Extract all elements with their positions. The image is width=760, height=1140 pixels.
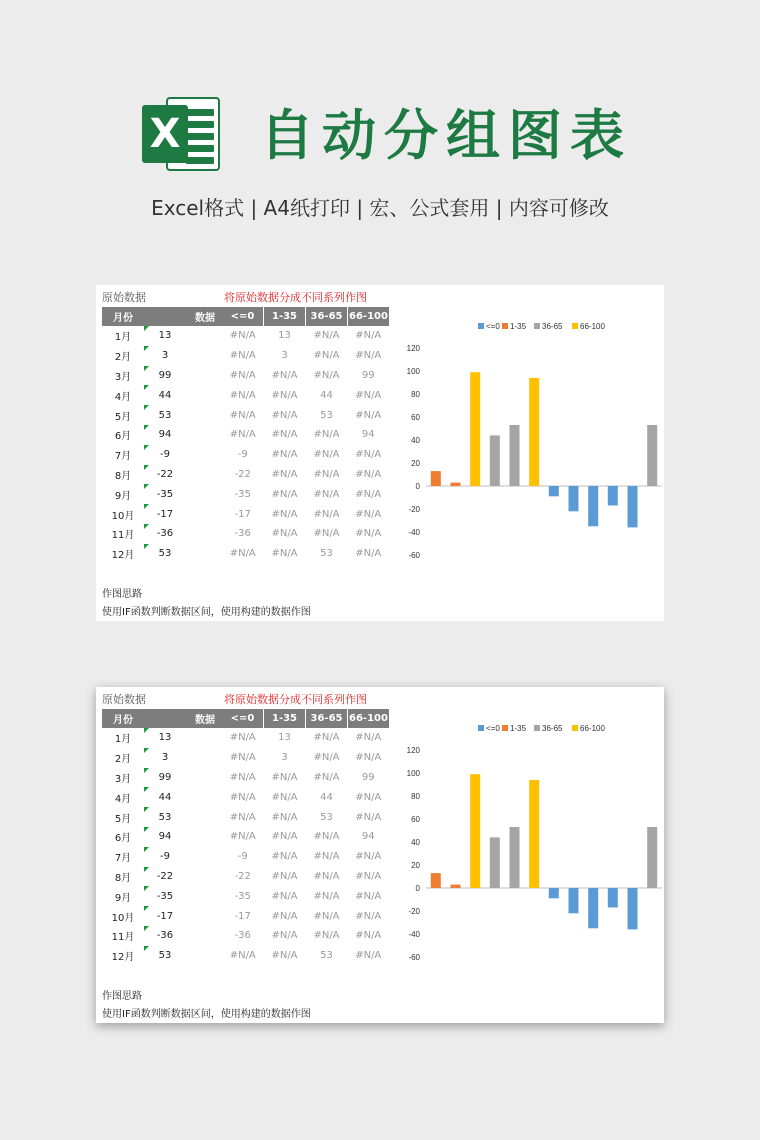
cell-value[interactable]: 44 — [144, 787, 186, 807]
cell-group[interactable]: -9 — [237, 449, 248, 461]
table-row — [222, 847, 389, 867]
cell-month[interactable]: 9月 — [114, 490, 132, 502]
header-group-1-35: 1-35 — [264, 307, 306, 326]
y-tick-label: 40 — [411, 436, 420, 445]
cell-month[interactable]: 1月 — [114, 734, 132, 746]
bar-2月 — [451, 483, 461, 486]
cell-value[interactable]: -35 — [144, 484, 186, 504]
table-row — [102, 728, 224, 748]
bar-10月 — [608, 486, 618, 506]
note-body: 使用IF函数判断数据区间，使用构建的数据作图 — [102, 607, 311, 618]
y-tick-label: -60 — [408, 953, 420, 962]
table-row — [102, 946, 224, 966]
cell-group[interactable]: -17 — [234, 508, 251, 520]
y-tick-label: 120 — [406, 344, 420, 353]
cell-value[interactable]: -36 — [144, 926, 186, 946]
cell-value[interactable]: 13 — [144, 326, 186, 346]
header-month: 月份 — [102, 709, 144, 728]
table-row — [222, 926, 389, 946]
cell-group[interactable]: #N/A — [271, 429, 298, 441]
cell-group[interactable]: #N/A — [271, 831, 298, 843]
cell-month[interactable]: 11月 — [111, 530, 135, 542]
cell-group[interactable]: -17 — [234, 910, 251, 922]
cell-group[interactable]: #N/A — [271, 870, 298, 882]
table-row — [222, 465, 389, 485]
table-row — [102, 425, 224, 445]
table-row — [102, 484, 224, 504]
table-row — [102, 807, 224, 827]
y-tick-label: 100 — [406, 769, 420, 778]
cell-group[interactable]: #N/A — [355, 851, 382, 863]
legend-label: 36-65 — [542, 724, 563, 733]
cell-group[interactable]: #N/A — [355, 389, 382, 401]
cell-group[interactable]: #N/A — [229, 389, 256, 401]
bar-5月 — [510, 827, 520, 888]
cell-group[interactable]: 3 — [281, 350, 288, 362]
legend-label: 66-100 — [580, 724, 605, 733]
table-row — [222, 385, 389, 405]
cell-group[interactable]: #N/A — [229, 369, 256, 381]
cell-value[interactable]: -36 — [144, 524, 186, 544]
y-tick-label: 60 — [411, 815, 420, 824]
bar-1月 — [431, 873, 441, 888]
table-row — [222, 326, 389, 346]
cell-month[interactable]: 5月 — [114, 411, 132, 423]
cell-group[interactable]: #N/A — [313, 468, 340, 480]
cell-group[interactable]: #N/A — [313, 910, 340, 922]
y-tick-label: -60 — [408, 551, 420, 560]
bar-8月 — [569, 888, 579, 913]
cell-group[interactable]: #N/A — [355, 508, 382, 520]
cell-month[interactable]: 9月 — [114, 892, 132, 904]
cell-month[interactable]: 10月 — [111, 510, 135, 522]
cell-group[interactable]: 53 — [320, 811, 333, 823]
bar-12月 — [647, 425, 657, 486]
y-tick-label: 120 — [406, 746, 420, 755]
table-row — [222, 524, 389, 544]
bar-4月 — [490, 837, 500, 888]
cell-month[interactable]: 8月 — [114, 872, 132, 884]
cell-month[interactable]: 2月 — [114, 352, 132, 364]
cell-group[interactable]: 94 — [361, 831, 375, 843]
cell-month[interactable]: 3月 — [114, 371, 132, 383]
bar-7月 — [549, 888, 559, 898]
original-data-label: 原始数据 — [102, 693, 146, 706]
y-tick-label: 0 — [415, 482, 420, 491]
y-tick-label: -40 — [408, 528, 420, 537]
cell-group[interactable]: #N/A — [271, 890, 298, 902]
cell-group[interactable]: #N/A — [355, 950, 382, 962]
bar-9月 — [588, 486, 598, 526]
cell-group[interactable]: 53 — [320, 409, 333, 421]
bar-5月 — [510, 425, 520, 486]
cell-month[interactable]: 6月 — [114, 833, 132, 845]
excel-logo-letter: X — [142, 105, 188, 163]
table-row — [102, 827, 224, 847]
cell-month[interactable]: 7月 — [114, 451, 132, 463]
bar-11月 — [628, 888, 638, 929]
cell-group[interactable]: #N/A — [271, 771, 298, 783]
cell-month[interactable]: 8月 — [114, 470, 132, 482]
bar-7月 — [549, 486, 559, 496]
grouped-data-table — [222, 709, 389, 966]
cell-group[interactable]: #N/A — [355, 870, 382, 882]
cell-group[interactable]: #N/A — [271, 508, 298, 520]
bar-2月 — [451, 885, 461, 888]
cell-group[interactable]: #N/A — [355, 449, 382, 461]
cell-group[interactable]: #N/A — [229, 330, 256, 342]
bar-12月 — [647, 827, 657, 888]
cell-group[interactable]: #N/A — [313, 890, 340, 902]
cell-month[interactable]: 1月 — [114, 332, 132, 344]
cell-month[interactable]: 5月 — [114, 813, 132, 825]
cell-group[interactable]: #N/A — [355, 548, 382, 560]
table-row — [102, 544, 224, 564]
cell-group[interactable]: 13 — [278, 732, 291, 744]
cell-group[interactable]: #N/A — [355, 468, 382, 480]
original-data-table — [102, 307, 224, 564]
table-row — [222, 748, 389, 768]
cell-value[interactable]: 44 — [144, 385, 186, 405]
bar-6月 — [529, 780, 539, 888]
cell-value[interactable]: 94 — [144, 827, 186, 847]
legend-label: 1-35 — [510, 724, 527, 733]
cell-value[interactable]: -9 — [144, 847, 186, 867]
cell-group[interactable]: #N/A — [313, 369, 340, 381]
cell-month[interactable]: 12月 — [111, 550, 135, 562]
header-group-66-100: 66-100 — [348, 307, 390, 326]
cell-group[interactable]: #N/A — [271, 950, 298, 962]
cell-group[interactable]: #N/A — [229, 831, 256, 843]
cell-value[interactable]: 53 — [144, 405, 186, 425]
cell-group[interactable]: #N/A — [229, 752, 256, 764]
header-group-le0: <=0 — [222, 307, 264, 326]
table-row — [222, 867, 389, 887]
group-data-label: 将原始数据分成不同系列作图 — [224, 693, 367, 706]
table-row — [222, 484, 389, 504]
table-row — [222, 425, 389, 445]
cell-group[interactable]: #N/A — [355, 890, 382, 902]
cell-group[interactable]: #N/A — [271, 528, 298, 540]
table-row — [102, 768, 224, 788]
legend-swatch — [534, 725, 540, 731]
y-tick-label: 40 — [411, 838, 420, 847]
cell-group[interactable]: #N/A — [355, 752, 382, 764]
table-row — [222, 787, 389, 807]
cell-value[interactable]: 13 — [144, 728, 186, 748]
y-tick-label: -20 — [408, 907, 420, 916]
cell-group[interactable]: #N/A — [313, 350, 340, 362]
header-group-36-65: 36-65 — [306, 709, 348, 728]
cell-group[interactable]: -36 — [234, 528, 251, 540]
page-header — [0, 0, 760, 250]
table-row — [222, 544, 389, 564]
cell-group[interactable]: #N/A — [271, 488, 298, 500]
page-subtitle: Excel格式 | A4纸打印 | 宏、公式套用 | 内容可修改 — [151, 196, 609, 220]
cell-group[interactable]: #N/A — [271, 389, 298, 401]
table-row — [222, 405, 389, 425]
table-row — [222, 827, 389, 847]
cell-value[interactable]: -35 — [144, 886, 186, 906]
cell-month[interactable]: 4月 — [114, 391, 132, 403]
cell-value[interactable]: 99 — [144, 768, 186, 788]
cell-group[interactable]: #N/A — [229, 950, 256, 962]
cell-group[interactable]: #N/A — [313, 330, 340, 342]
page-title: 自动分组图表 — [260, 104, 632, 167]
legend-swatch — [502, 725, 508, 731]
cell-group[interactable]: #N/A — [271, 449, 298, 461]
cell-value[interactable]: 53 — [144, 544, 186, 564]
cell-group[interactable]: #N/A — [355, 910, 382, 922]
cell-month[interactable]: 3月 — [114, 773, 132, 785]
cell-group[interactable]: #N/A — [355, 732, 382, 744]
cell-group[interactable]: #N/A — [355, 350, 382, 362]
legend-swatch — [478, 323, 484, 329]
y-tick-label: -40 — [408, 930, 420, 939]
y-tick-label: 100 — [406, 367, 420, 376]
cell-month[interactable]: 11月 — [111, 932, 135, 944]
cell-group[interactable]: #N/A — [313, 429, 340, 441]
cell-group[interactable]: -35 — [234, 890, 251, 902]
header-value: 数据 — [186, 709, 224, 728]
cell-group[interactable]: #N/A — [313, 771, 340, 783]
y-tick-label: 60 — [411, 413, 420, 422]
cell-group[interactable]: #N/A — [313, 831, 340, 843]
table-row — [102, 504, 224, 524]
header-value: 数据 — [186, 307, 224, 326]
original-data-label: 原始数据 — [102, 291, 146, 304]
cell-group[interactable]: #N/A — [271, 910, 298, 922]
cell-group[interactable]: #N/A — [229, 791, 256, 803]
table-row — [222, 906, 389, 926]
cell-month[interactable]: 4月 — [114, 793, 132, 805]
table-row — [102, 886, 224, 906]
y-tick-label: 0 — [415, 884, 420, 893]
cell-group[interactable]: #N/A — [313, 870, 340, 882]
y-tick-label: 20 — [411, 459, 420, 468]
cell-group[interactable]: -22 — [234, 870, 251, 882]
header-group-le0: <=0 — [222, 709, 264, 728]
bar-1月 — [431, 471, 441, 486]
table-row — [222, 768, 389, 788]
cell-group[interactable]: #N/A — [271, 369, 298, 381]
cell-group[interactable]: #N/A — [229, 811, 256, 823]
cell-group[interactable]: #N/A — [313, 752, 340, 764]
cell-group[interactable]: #N/A — [271, 409, 298, 421]
sheet-preview-top — [96, 285, 664, 621]
header-group-66-100: 66-100 — [348, 709, 390, 728]
cell-group[interactable]: #N/A — [313, 488, 340, 500]
cell-group[interactable]: #N/A — [271, 930, 298, 942]
legend-label: <=0 — [486, 322, 500, 331]
cell-month[interactable]: 7月 — [114, 853, 132, 865]
cell-group[interactable]: #N/A — [313, 528, 340, 540]
table-row — [102, 405, 224, 425]
cell-group[interactable]: #N/A — [313, 851, 340, 863]
legend-swatch — [478, 725, 484, 731]
cell-month[interactable]: 6月 — [114, 431, 132, 443]
cell-value[interactable]: 3 — [144, 346, 186, 366]
cell-group[interactable]: #N/A — [229, 429, 256, 441]
cell-value[interactable]: -22 — [144, 465, 186, 485]
bar-11月 — [628, 486, 638, 527]
cell-value[interactable]: 94 — [144, 425, 186, 445]
cell-month[interactable]: 10月 — [111, 912, 135, 924]
cell-group[interactable]: #N/A — [355, 930, 382, 942]
table-row — [222, 946, 389, 966]
table-row — [102, 346, 224, 366]
note-title: 作图思路 — [102, 589, 142, 600]
cell-group[interactable]: #N/A — [271, 811, 298, 823]
cell-group[interactable]: 94 — [361, 429, 375, 441]
cell-group[interactable]: 53 — [320, 950, 333, 962]
cell-group[interactable]: -36 — [234, 930, 251, 942]
cell-group[interactable]: #N/A — [355, 409, 382, 421]
cell-group[interactable]: #N/A — [313, 508, 340, 520]
cell-group[interactable]: -35 — [234, 488, 251, 500]
legend-swatch — [534, 323, 540, 329]
table-row — [102, 524, 224, 544]
cell-value[interactable]: -9 — [144, 445, 186, 465]
bar-3月 — [470, 774, 480, 888]
legend-label: 36-65 — [542, 322, 563, 331]
cell-group[interactable]: #N/A — [313, 930, 340, 942]
cell-value[interactable]: 99 — [144, 366, 186, 386]
table-row — [222, 504, 389, 524]
cell-group[interactable]: #N/A — [355, 330, 382, 342]
y-tick-label: 80 — [411, 792, 420, 801]
cell-value[interactable]: 53 — [144, 946, 186, 966]
cell-month[interactable]: 2月 — [114, 754, 132, 766]
table-row — [102, 906, 224, 926]
cell-group[interactable]: #N/A — [229, 409, 256, 421]
table-row — [102, 366, 224, 386]
cell-group[interactable]: 44 — [320, 791, 333, 803]
bar-3月 — [470, 372, 480, 486]
table-row — [222, 728, 389, 748]
note-title: 作图思路 — [102, 991, 142, 1002]
bar-9月 — [588, 888, 598, 928]
group-data-label: 将原始数据分成不同系列作图 — [224, 291, 367, 304]
y-tick-label: -20 — [408, 505, 420, 514]
cell-group[interactable]: -22 — [234, 468, 251, 480]
cell-value[interactable]: 53 — [144, 807, 186, 827]
table-row — [222, 445, 389, 465]
note-body: 使用IF函数判断数据区间，使用构建的数据作图 — [102, 1009, 311, 1020]
cell-group[interactable]: #N/A — [313, 732, 340, 744]
table-row — [102, 867, 224, 887]
sheet-preview-bottom — [96, 687, 664, 1023]
legend-label: 1-35 — [510, 322, 527, 331]
cell-group[interactable]: #N/A — [313, 449, 340, 461]
cell-group[interactable]: #N/A — [355, 488, 382, 500]
cell-value[interactable]: -17 — [144, 504, 186, 524]
excel-logo-icon — [142, 97, 220, 171]
cell-group[interactable]: 3 — [281, 752, 288, 764]
legend-label: 66-100 — [580, 322, 605, 331]
cell-group[interactable]: 13 — [278, 330, 291, 342]
table-row — [102, 847, 224, 867]
legend-swatch — [502, 323, 508, 329]
legend-label: <=0 — [486, 724, 500, 733]
cell-group[interactable]: #N/A — [271, 851, 298, 863]
cell-month[interactable]: 12月 — [111, 952, 135, 964]
table-row — [102, 748, 224, 768]
header-group-36-65: 36-65 — [306, 307, 348, 326]
table-row — [102, 385, 224, 405]
original-data-table — [102, 709, 224, 966]
bar-10月 — [608, 888, 618, 908]
cell-group[interactable]: 99 — [361, 369, 375, 381]
grouped-bar-chart — [396, 315, 666, 565]
cell-group[interactable]: #N/A — [229, 732, 256, 744]
table-row — [222, 346, 389, 366]
cell-group[interactable]: #N/A — [271, 791, 298, 803]
cell-value[interactable]: 3 — [144, 748, 186, 768]
cell-group[interactable]: #N/A — [271, 548, 298, 560]
legend-swatch — [572, 725, 578, 731]
cell-group[interactable]: 99 — [361, 771, 375, 783]
cell-group[interactable]: #N/A — [229, 771, 256, 783]
bar-6月 — [529, 378, 539, 486]
table-row — [222, 366, 389, 386]
legend-swatch — [572, 323, 578, 329]
cell-group[interactable]: -9 — [237, 851, 248, 863]
table-row — [222, 886, 389, 906]
y-tick-label: 80 — [411, 390, 420, 399]
table-row — [102, 787, 224, 807]
cell-group[interactable]: #N/A — [355, 528, 382, 540]
table-row — [102, 465, 224, 485]
cell-group[interactable]: #N/A — [355, 811, 382, 823]
y-tick-label: 20 — [411, 861, 420, 870]
header-group-1-35: 1-35 — [264, 709, 306, 728]
cell-group[interactable]: #N/A — [355, 791, 382, 803]
table-row — [102, 926, 224, 946]
table-row — [102, 445, 224, 465]
cell-group[interactable]: #N/A — [229, 350, 256, 362]
table-row — [102, 326, 224, 346]
cell-group[interactable]: #N/A — [271, 468, 298, 480]
header-month: 月份 — [102, 307, 144, 326]
grouped-bar-chart — [396, 717, 666, 967]
bar-4月 — [490, 435, 500, 486]
table-row — [222, 807, 389, 827]
cell-group[interactable]: #N/A — [229, 548, 256, 560]
cell-group[interactable]: 53 — [320, 548, 333, 560]
cell-group[interactable]: 44 — [320, 389, 333, 401]
cell-value[interactable]: -22 — [144, 867, 186, 887]
bar-8月 — [569, 486, 579, 511]
cell-value[interactable]: -17 — [144, 906, 186, 926]
grouped-data-table — [222, 307, 389, 564]
